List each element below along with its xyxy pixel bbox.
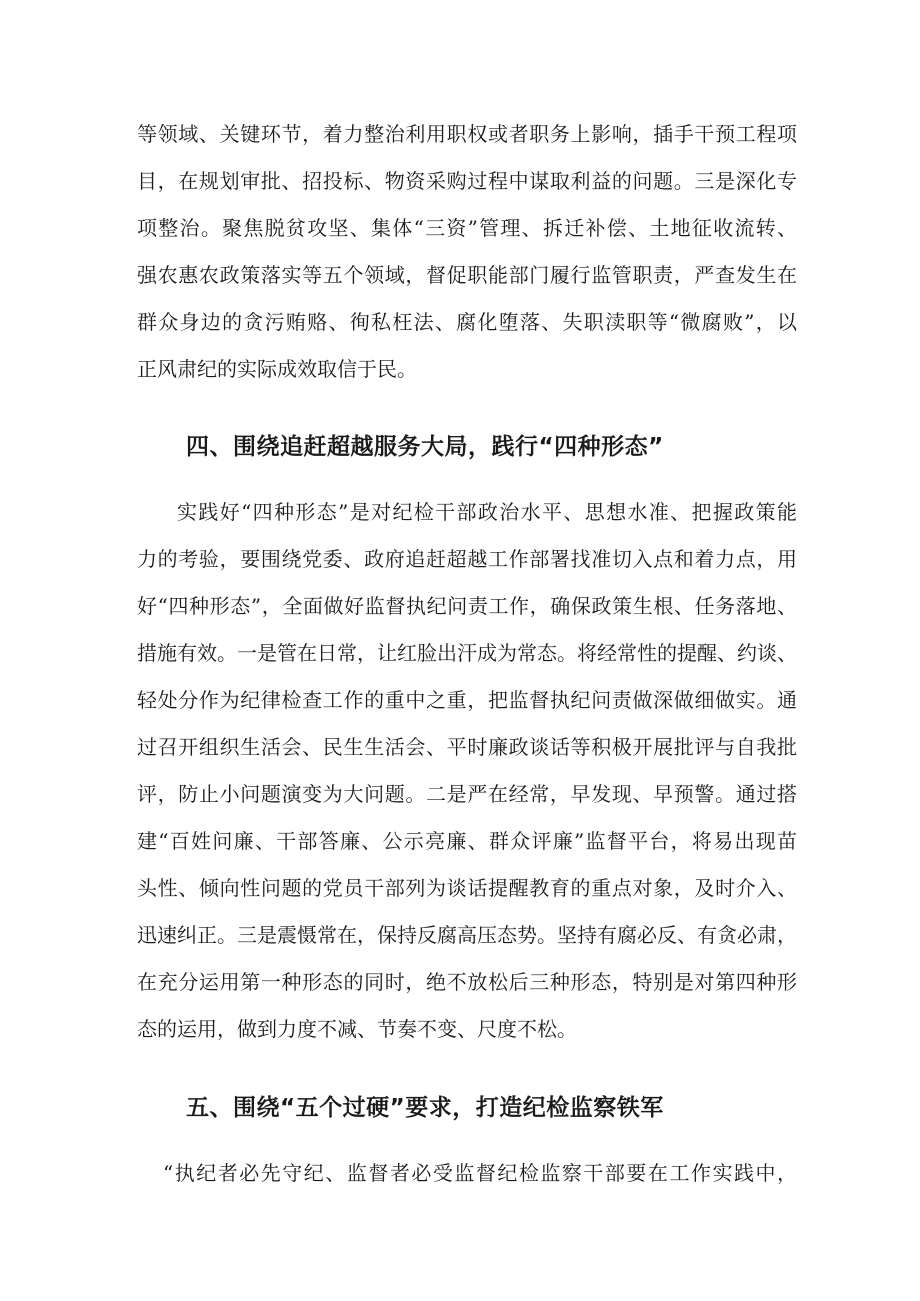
paragraph-line: 轻处分作为纪律检查工作的重中之重，把监督执纪问责做深做细做实。通 — [137, 688, 797, 712]
paragraph-line: 实践好“四种形态”是对纪检干部政治水平、思想水准、把握政策能 — [177, 500, 797, 524]
paragraph-line: 好“四种形态”，全面做好监督执纪问责工作，确保政策生根、任务落地、 — [137, 594, 797, 618]
paragraph-line: 力的考验，要围绕党委、政府追赶超越工作部署找准切入点和着力点，用 — [137, 547, 797, 571]
paragraph-line: 群众身边的贪污贿赂、徇私枉法、腐化堕落、失职渎职等“微腐败”，以 — [137, 310, 797, 334]
paragraph-line: 过召开组织生活会、民生生活会、平时廉政谈话等积极开展批评与自我批 — [137, 735, 797, 759]
paragraph-line: 项整治。聚焦脱贫攻坚、集体“三资”管理、拆迁补偿、土地征收流转、 — [137, 216, 797, 240]
paragraph-line: 头性、倾向性问题的党员干部列为谈话提醒教育的重点对象，及时介入、 — [137, 876, 797, 900]
paragraph-line: 评，防止小问题演变为大问题。二是严在经常，早发现、早预警。通过搭 — [137, 782, 797, 806]
paragraph-line: 建“百姓问廉、干部答廉、公示亮廉、群众评廉”监督平台，将易出现苗 — [137, 829, 797, 853]
section4-heading: 四、围绕追赶超越服务大局，践行“四种形态” — [186, 434, 664, 460]
section5-heading: 五、围绕“五个过硬”要求，打造纪检监察铁军 — [186, 1095, 664, 1121]
paragraph-line: 正风肃纪的实际成效取信于民。 — [137, 357, 417, 381]
paragraph-line: 迅速纠正。三是震慑常在，保持反腐高压态势。坚持有腐必反、有贪必肃， — [137, 923, 797, 947]
paragraph-line: 强农惠农政策落实等五个领域，督促职能部门履行监管职责，严查发生在 — [137, 263, 797, 287]
paragraph-line: 目，在规划审批、招投标、物资采购过程中谋取利益的问题。三是深化专 — [137, 169, 797, 193]
paragraph-line: 态的运用，做到力度不减、节奏不变、尺度不松。 — [137, 1017, 577, 1041]
paragraph-line: 等领域、关键环节，着力整治利用职权或者职务上影响，插手干预工程项 — [137, 122, 797, 146]
paragraph-line: 措施有效。一是管在日常，让红脸出汗成为常态。将经常性的提醒、约谈、 — [137, 641, 797, 665]
paragraph-line: 在充分运用第一种形态的同时，绝不放松后三种形态，特别是对第四种形 — [137, 970, 797, 994]
paragraph-line: “执纪者必先守纪、监督者必受监督纪检监察干部要在工作实践中， — [163, 1161, 797, 1185]
